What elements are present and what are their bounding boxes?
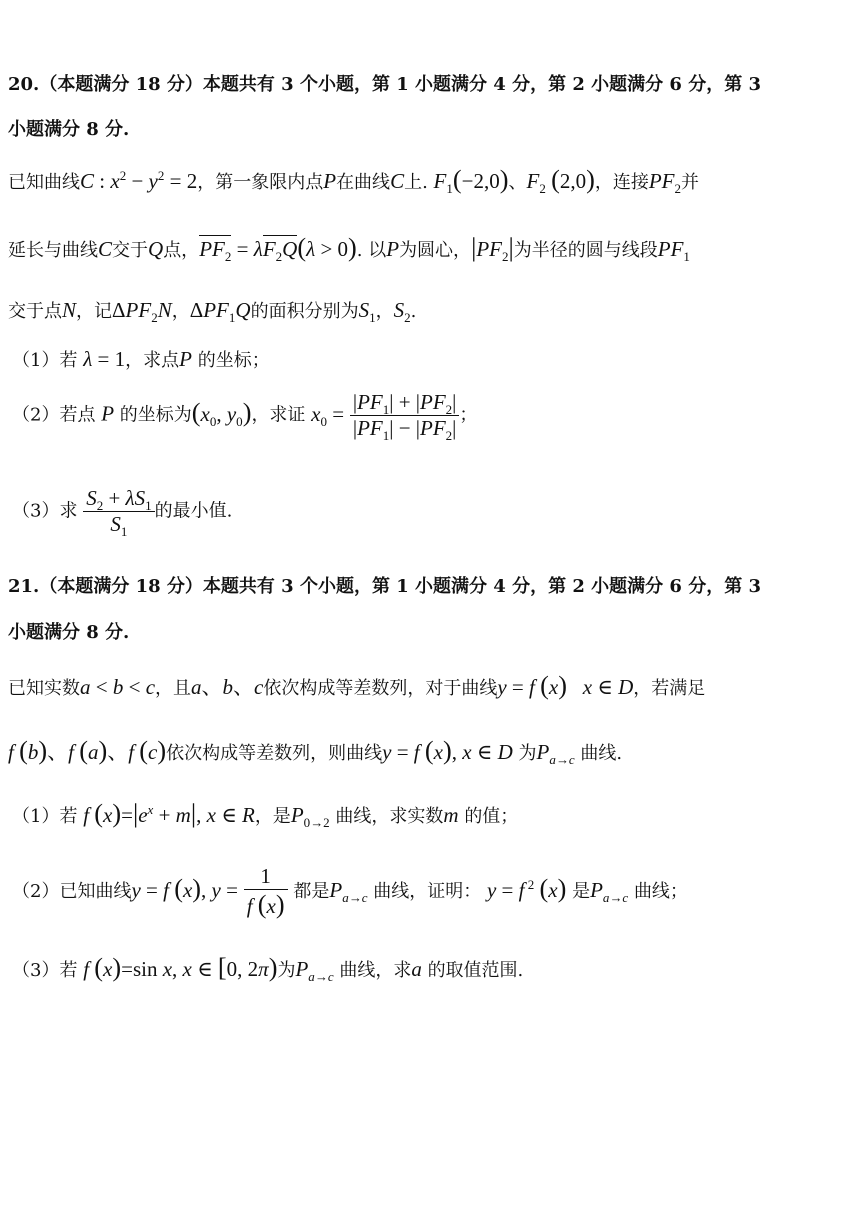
q21-header-text: （本题满分 18 分）本题共有 3 个小题，第 1 小题满分 4 分，第 2 小题满分 6 分，第 3 <box>39 576 761 597</box>
q20-ratio-fraction: $\frac{S_2 + \lambda S_1}{S_1}$ <box>83 488 154 535</box>
q20-header-cont: 小题满分 8 分. <box>8 119 130 140</box>
q20-header-text: （本题满分 18 分）本题共有 3 个小题，第 1 小题满分 4 分，第 2 小题满分 6 分，第 3 <box>39 74 761 95</box>
q21-reciprocal-fraction: $\frac{1}{f (x)}$ <box>244 866 288 918</box>
q20-part3: （3）求 $\frac{S_2 + \lambda S_1}{S_1}$ 的最小值. <box>12 486 233 540</box>
q20-stem-line1: 已知曲线C : $x^2 - y^2 = 2$，第一象限内点P在曲线C上. $F_1(-2,0)$、$F_2$ (2,0)，连接$PF_2$并 <box>8 165 699 197</box>
q21-part3: （3）若 f (x)=sin x, x ∈ [0, 2π)为$P_{a\to c}$ 曲线，求a 的取值范围. <box>12 953 524 985</box>
q20-part2: （2）若点 P 的坐标为($x_0$, $y_0$)，求证 $x_0$ = $\frac{|PF_1| + |PF_2|}{|PF_1| - |PF_2|}$ ； <box>12 390 478 444</box>
q21-stem-line2: f (b)、f (a)、f (c)依次构成等差数列，则曲线y = f (x), x ∈ D 为$P_{a\to c}$ 曲线. <box>8 736 623 768</box>
q21-stem-line1: 已知实数a < b < c，且a、b、c依次构成等差数列，对于曲线y = f (x) x ∈ D，若满足 <box>8 671 706 700</box>
q20-formula-fraction: $\frac{|PF_1| + |PF_2|}{|PF_1| - |PF_2|}$ <box>350 392 460 439</box>
q21-header-cont: 小题满分 8 分. <box>8 622 130 643</box>
q21-part2: （2）已知曲线y = f (x), y = $\frac{1}{f (x)}$ 都是$P_{a\to c}$ 曲线，证明： y = f $^2$ (x) 是$P_{a\to c}$ 曲线； <box>12 864 688 919</box>
q20-number: 20. <box>8 74 40 95</box>
q21-part1: （1）若 f $(x)=|e^x + m|$, x ∈ R，是$P_{0\to 2}$ 曲线，求实数m 的值； <box>12 799 519 831</box>
q21-number: 21. <box>8 576 40 597</box>
q20-header <box>8 76 761 94</box>
q20-stem-line3: 交于点N，记$\Delta PF_2N$，$\Delta PF_1Q$的面积分别为$S_1$，$S_2$. <box>8 298 417 326</box>
q20-part1: （1）若 λ = 1，求点P 的坐标； <box>12 347 270 371</box>
q21-header <box>8 578 761 596</box>
q20-stem-line2: 延长与曲线C交于Q点，$PF_2 = \lambda F_2Q(\lambda > 0)$. 以P为圆心，$|PF_2|$为半径的圆与线段$PF_1$ <box>8 233 690 265</box>
